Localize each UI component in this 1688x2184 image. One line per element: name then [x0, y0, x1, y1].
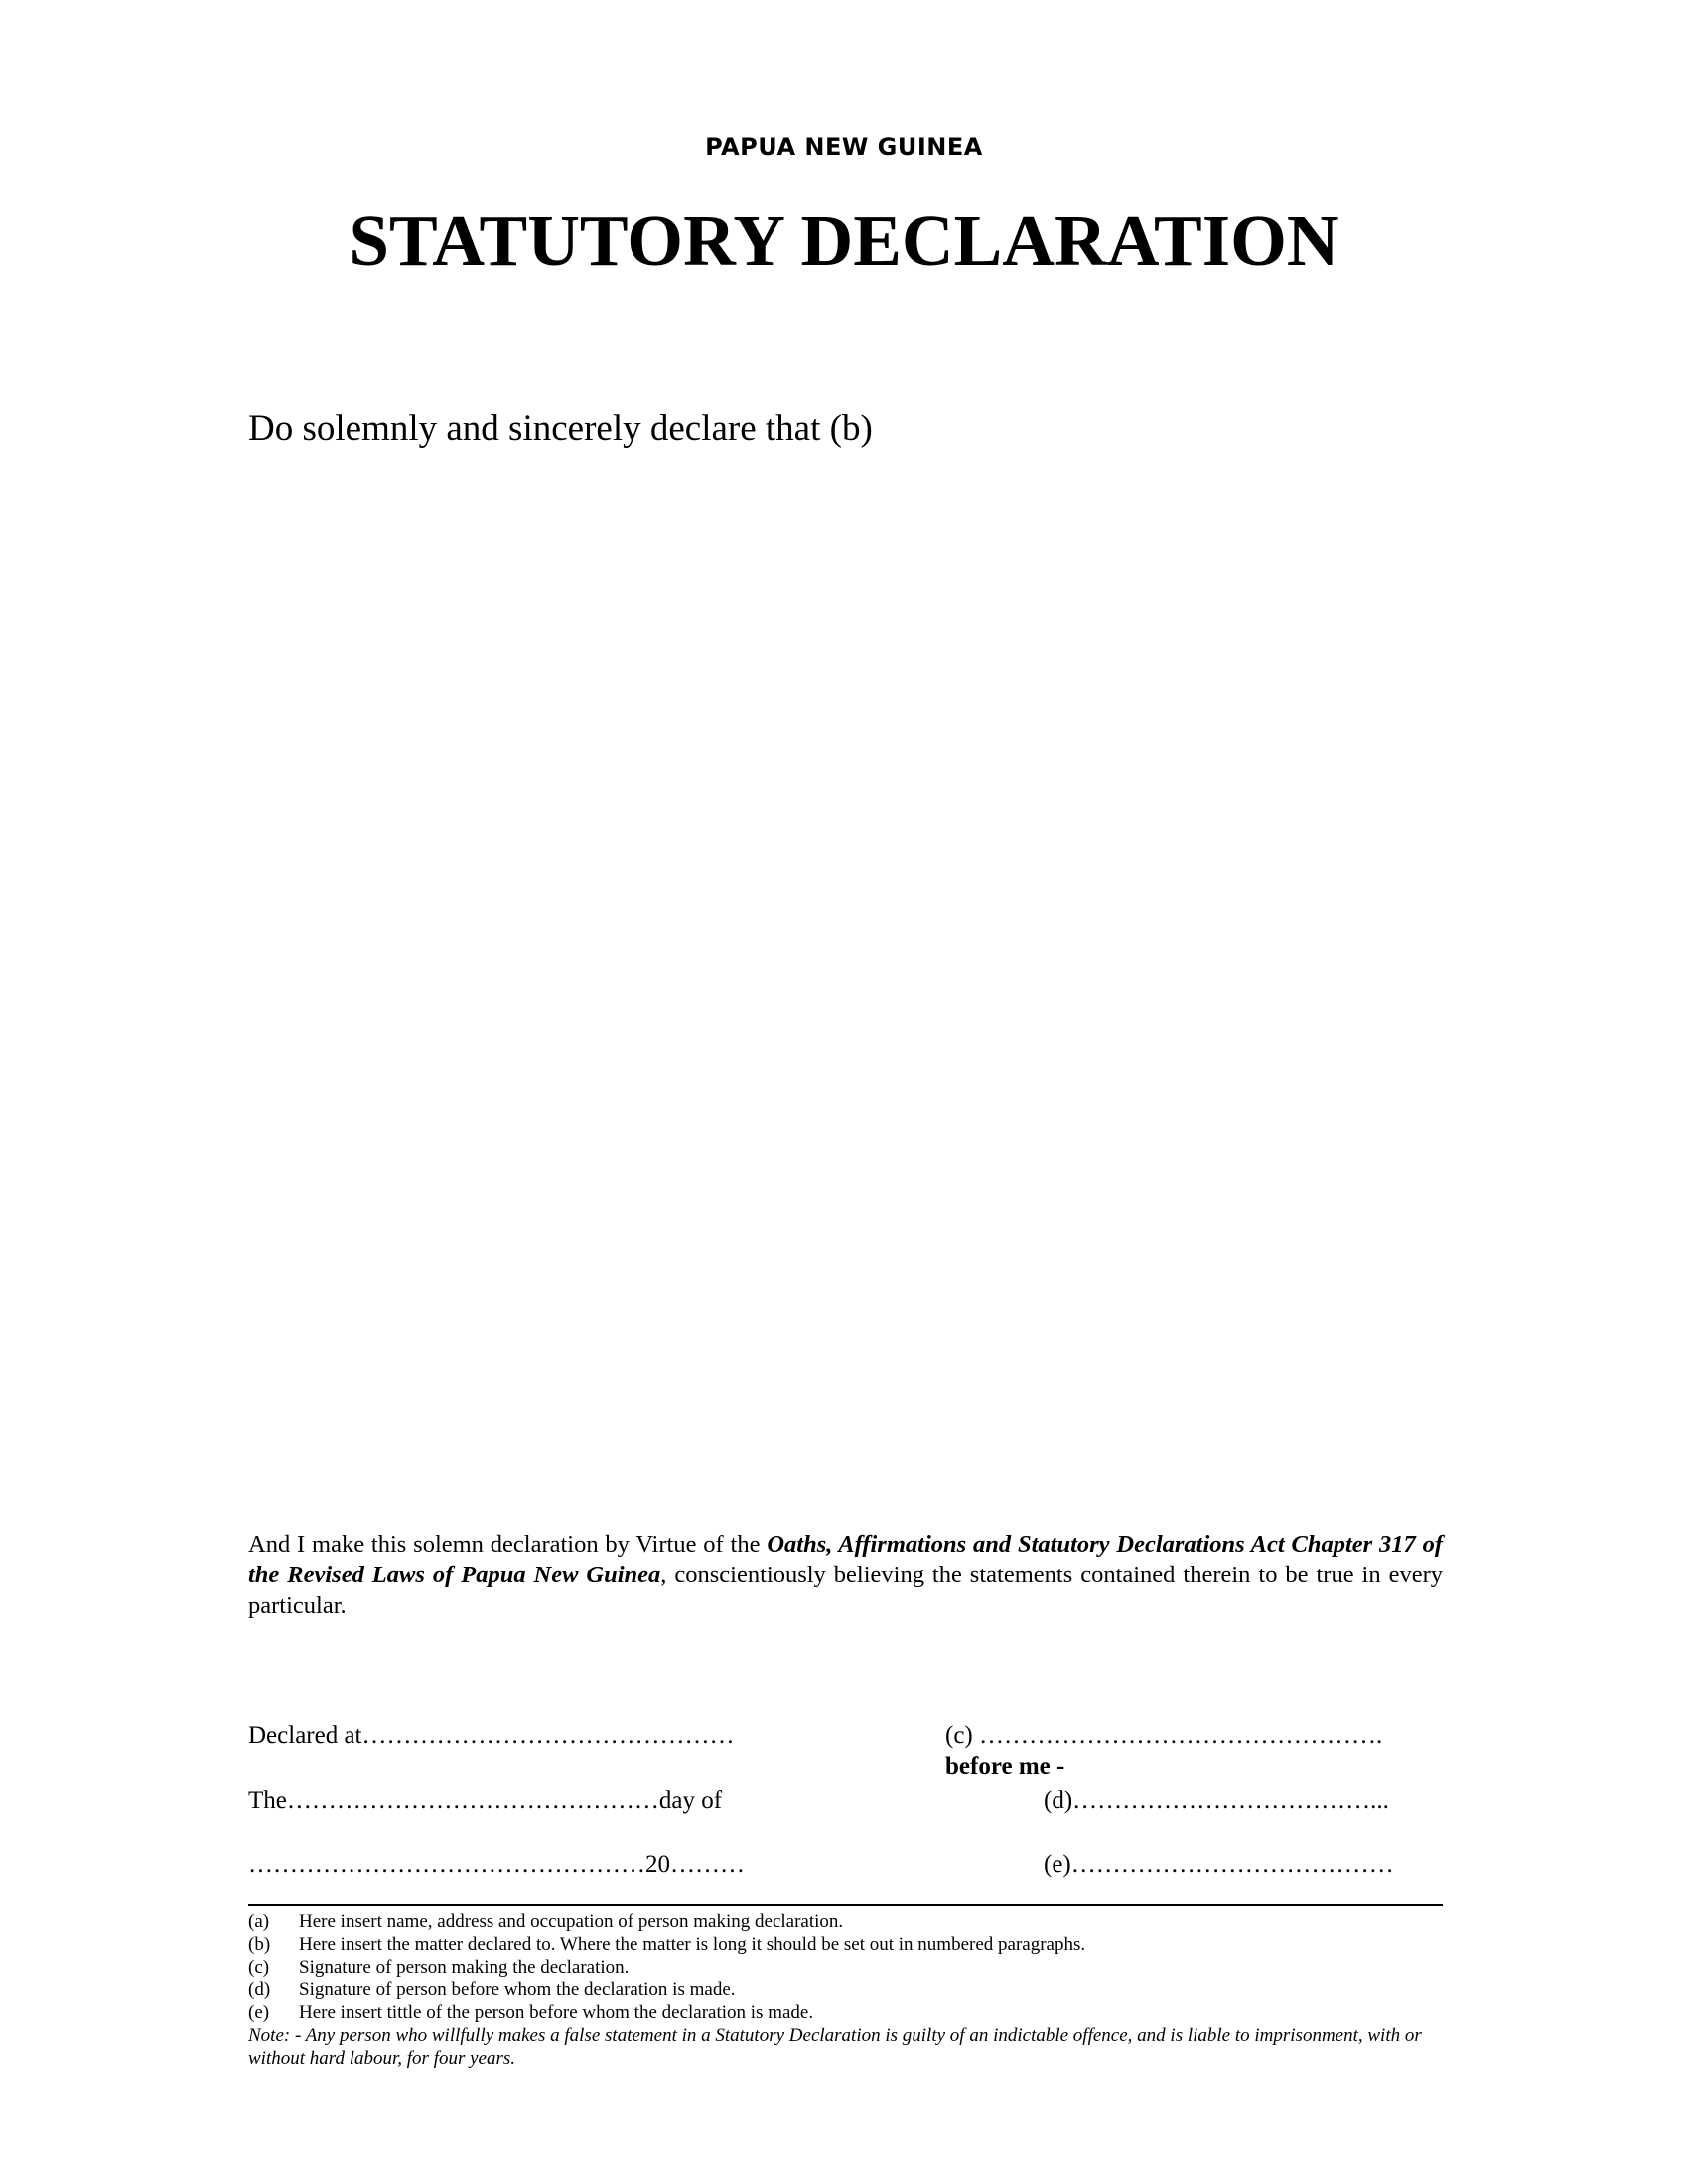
footnotes [248, 1910, 1443, 2070]
act-paragraph [248, 1529, 1443, 1621]
footnote-key: (c) [248, 1957, 270, 1978]
footnote-divider [248, 1904, 1443, 1906]
penalty-note: Note: - Any person who willfully makes a false statement in a Statutory Declaration is guilty of an indictable offence, and is liable to imprisonment, with or without hard labour, for four years. [248, 2025, 1422, 2069]
before-me-label: before me - [945, 1753, 1065, 1780]
footnote-text: Here insert the matter declared to. Where the matter is long it should be set out in numbered paragraphs. [299, 1934, 1086, 1955]
footnote-key: (a) [248, 1911, 270, 1932]
footnote-text: Signature of person before whom the declaration is made. [299, 1979, 736, 2000]
year-field: …………………………………………20……… [248, 1851, 745, 1878]
witness-title-field: (e)………………………………… [1044, 1851, 1394, 1878]
footnote-a [248, 1910, 1443, 1933]
footnote-text: Signature of person making the declaration. [299, 1957, 630, 1978]
declarant-signature-field: (c) …………………………………………. [945, 1722, 1383, 1749]
day-of-field: The………………………………………day of [248, 1787, 723, 1814]
footnote-key: (e) [248, 2002, 270, 2023]
footnote-key: (b) [248, 1934, 271, 1955]
declaration-intro: Do solemnly and sincerely declare that (b) [248, 408, 873, 449]
footnote-b [248, 1933, 1443, 1956]
country-heading: PAPUA NEW GUINEA [705, 133, 983, 161]
footnote-key: (d) [248, 1979, 271, 2000]
act-name: Oaths, Affirmations and Statutory Declarations Act Chapter 317 of the Revised Laws of Papua New Guinea [248, 1531, 1444, 1588]
act-paragraph-tail: , conscientiously believing the statements contained therein to be true in every particular. [248, 1562, 1443, 1619]
document-title: STATUTORY DECLARATION [349, 201, 1339, 281]
footnote-c [248, 1956, 1443, 1979]
witness-signature-field: (d)………………………………... [1044, 1787, 1389, 1814]
footnote-text: Here insert tittle of the person before whom the declaration is made. [299, 2002, 814, 2023]
footnote-text: Here insert name, address and occupation of person making declaration. [299, 1911, 844, 1932]
footnote-e [248, 2001, 1443, 2024]
footnote-d [248, 1979, 1443, 2001]
declared-at-field: Declared at……………………………………… [248, 1722, 735, 1749]
act-paragraph-lead: And I make this solemn declaration by Virtue of the [248, 1531, 768, 1558]
